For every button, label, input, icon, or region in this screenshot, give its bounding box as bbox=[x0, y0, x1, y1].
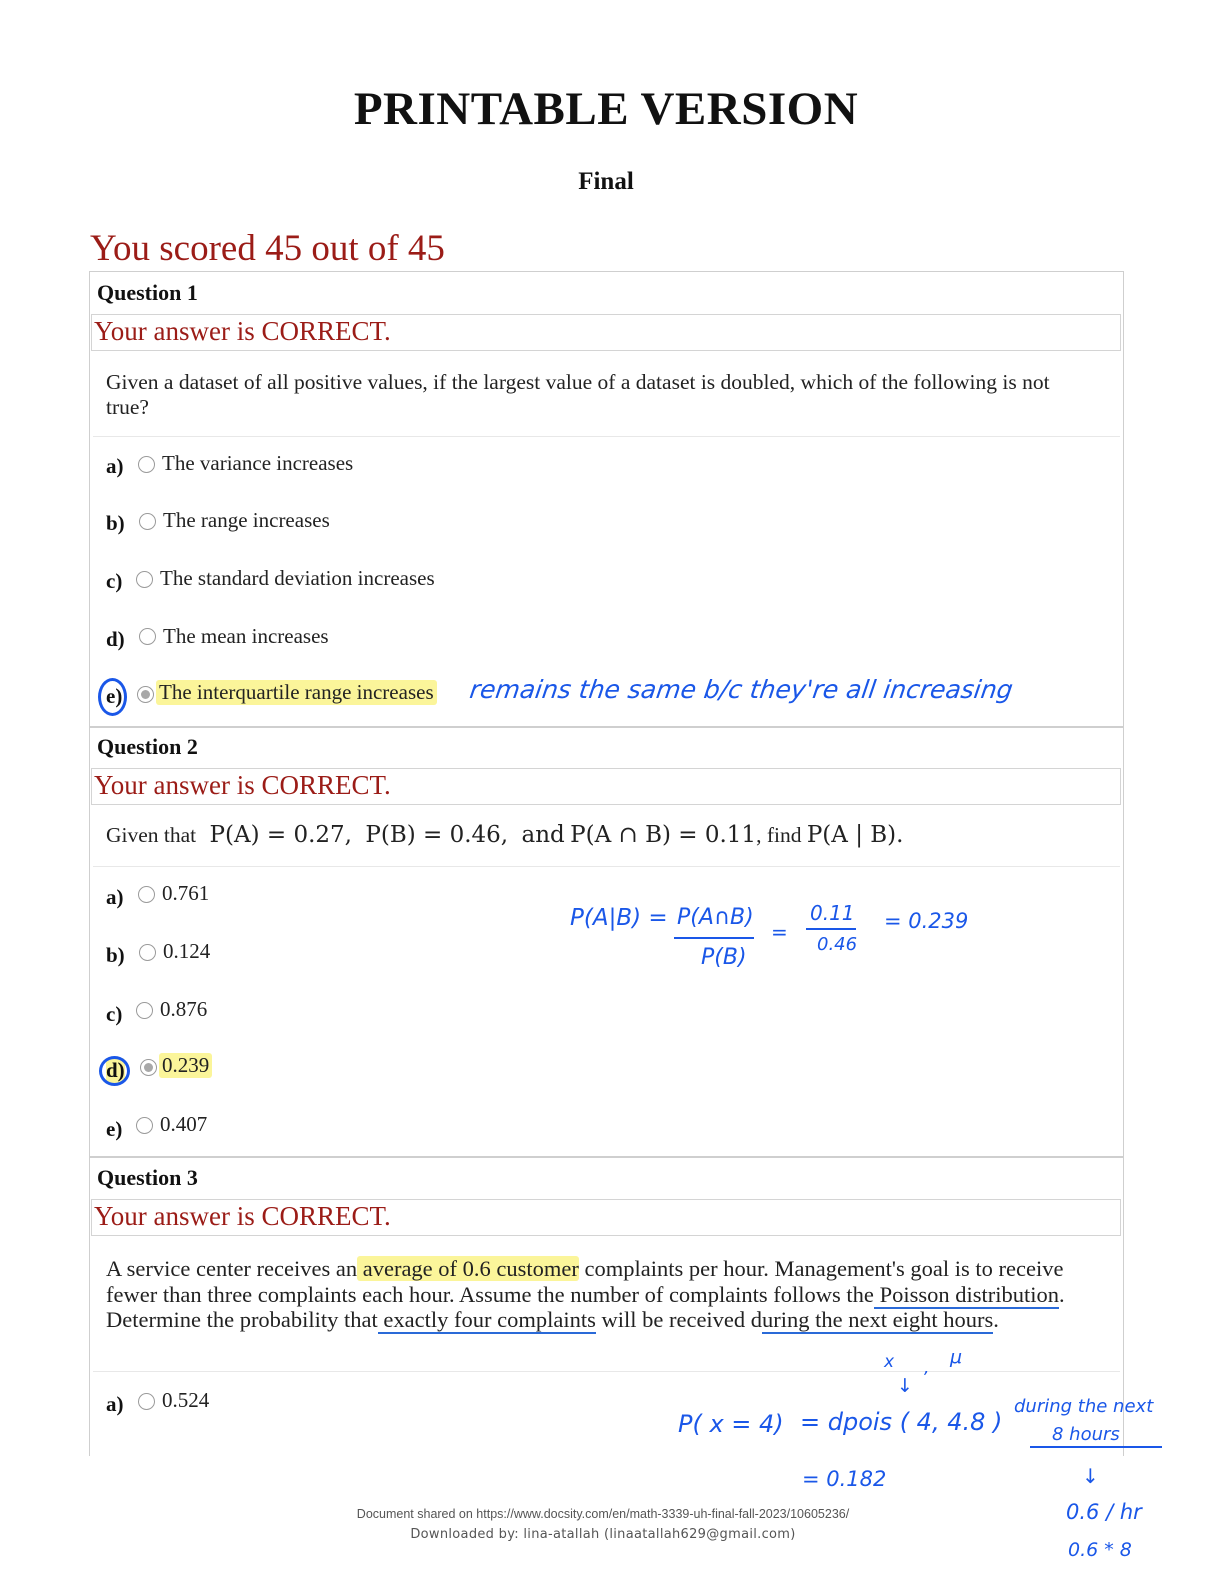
handwritten-numerator-value: 0.11 bbox=[810, 901, 855, 925]
text-underline: Poisson distribution bbox=[873, 1281, 1059, 1307]
page-title: PRINTABLE VERSION bbox=[353, 83, 859, 135]
text-underline: exactly four complaints bbox=[377, 1307, 596, 1332]
handwritten-prob-expression: P( x = 4) bbox=[678, 1410, 784, 1438]
handwritten-calc: 0.6 * 8 bbox=[1068, 1539, 1132, 1561]
handwritten-x-label: x bbox=[884, 1352, 895, 1372]
radio-button[interactable] bbox=[136, 1117, 153, 1134]
prob-b: P(B) = 0.46, bbox=[365, 822, 509, 848]
text-part: will be received d bbox=[595, 1307, 763, 1332]
question-separator bbox=[89, 726, 1124, 728]
question-2-result-box bbox=[91, 768, 1121, 805]
option-letter: c) bbox=[106, 1002, 123, 1026]
handwritten-denominator: P(B) bbox=[701, 945, 747, 970]
question-separator bbox=[89, 1156, 1124, 1158]
option-text: 0.876 bbox=[160, 997, 208, 1021]
option-text: 0.761 bbox=[162, 881, 210, 905]
question-1-header: Question 1 bbox=[97, 280, 198, 305]
option-text: The variance increases bbox=[162, 451, 354, 475]
page-subtitle: Final bbox=[578, 168, 634, 195]
option-letter: a) bbox=[106, 454, 124, 478]
answer-circle-mark bbox=[98, 678, 127, 716]
find-word: , find bbox=[756, 823, 802, 847]
radio-button[interactable] bbox=[138, 886, 155, 903]
option-letter: a) bbox=[106, 885, 124, 909]
radio-button[interactable] bbox=[139, 513, 156, 530]
handwritten-comma: , bbox=[924, 1358, 930, 1378]
question-1-result-box bbox=[91, 314, 1121, 351]
handwritten-formula-lhs: P(A|B) = bbox=[570, 905, 668, 931]
question-2-header: Question 2 bbox=[97, 734, 198, 759]
fraction-bar bbox=[806, 928, 856, 930]
radio-button[interactable] bbox=[136, 1002, 153, 1019]
question-3-result: Your answer is CORRECT. bbox=[94, 1201, 391, 1231]
text-highlight: average of 0.6 customer bbox=[357, 1256, 579, 1281]
radio-button[interactable] bbox=[136, 571, 153, 588]
radio-button[interactable] bbox=[137, 686, 154, 703]
document-share-note: Document shared on https://www.docsity.com/en/math-3339-uh-final-fall-2023/10605236/ bbox=[356, 1507, 850, 1521]
handwritten-arrow: ↓ bbox=[897, 1375, 913, 1397]
question-3-result-box bbox=[91, 1199, 1121, 1236]
handwritten-denominator-value: 0.46 bbox=[817, 934, 858, 955]
option-letter: b) bbox=[106, 943, 125, 967]
handwritten-note: during the next bbox=[1014, 1396, 1154, 1417]
download-note: Downloaded by: lina-atallah (linaatallah629@gmail.com) bbox=[410, 1527, 796, 1542]
prob-intersection: P(A ∩ B) = 0.11 bbox=[570, 822, 757, 848]
option-text: The interquartile range increases bbox=[156, 680, 437, 705]
target-prob: P(A | B). bbox=[806, 822, 904, 848]
handwritten-rate: 0.6 / hr bbox=[1066, 1500, 1142, 1524]
radio-button[interactable] bbox=[139, 628, 156, 645]
radio-button[interactable] bbox=[140, 1059, 157, 1076]
option-text: The standard deviation increases bbox=[160, 566, 435, 590]
handwritten-mu-label: μ bbox=[950, 1346, 963, 1368]
fraction-bar bbox=[674, 937, 754, 939]
option-text: The mean increases bbox=[163, 624, 329, 648]
option-letter: c) bbox=[106, 569, 123, 593]
divider bbox=[93, 436, 1120, 437]
option-text: 0.124 bbox=[163, 939, 211, 963]
handwritten-equals: = bbox=[771, 920, 788, 944]
question-2-text bbox=[106, 823, 903, 848]
radio-button[interactable] bbox=[138, 1393, 155, 1410]
option-letter: b) bbox=[106, 511, 125, 535]
handwritten-dpois-call: = dpois ( 4, 4.8 ) bbox=[800, 1408, 1003, 1436]
text-part: . Determine the probability that bbox=[106, 1281, 1065, 1332]
divider bbox=[93, 1371, 1120, 1372]
question-3-header: Question 3 bbox=[97, 1165, 198, 1190]
handwritten-arrow: ↓ bbox=[1082, 1464, 1099, 1488]
divider bbox=[93, 866, 1120, 867]
and-word: and bbox=[521, 822, 565, 848]
question-1-text: Given a dataset of all positive values, if the largest value of a dataset is doubled, which of the following is not true? bbox=[106, 370, 1050, 419]
text-underline: uring the next eight hours bbox=[762, 1307, 994, 1332]
text-part: . bbox=[993, 1307, 999, 1332]
option-text: The range increases bbox=[163, 508, 330, 532]
handwritten-note: 8 hours bbox=[1052, 1424, 1120, 1445]
radio-button[interactable] bbox=[138, 456, 155, 473]
question-2-result: Your answer is CORRECT. bbox=[94, 770, 391, 800]
handwritten-note: remains the same b/c they're all increasing bbox=[467, 675, 1015, 704]
handwritten-result: = 0.239 bbox=[884, 909, 969, 933]
score-text: You scored 45 out of 45 bbox=[90, 228, 445, 269]
question-1-result: Your answer is CORRECT. bbox=[94, 316, 391, 346]
prob-a: P(A) = 0.27, bbox=[209, 822, 352, 848]
text-part: A service center receives an bbox=[106, 1256, 358, 1281]
answer-circle-mark bbox=[99, 1056, 130, 1086]
handwritten-underline bbox=[1030, 1446, 1162, 1448]
handwritten-result: = 0.182 bbox=[802, 1467, 887, 1491]
option-letter: d) bbox=[106, 627, 125, 651]
handwritten-numerator: P(A∩B) bbox=[677, 905, 754, 930]
radio-button[interactable] bbox=[139, 944, 156, 961]
prompt-prefix: Given that bbox=[106, 823, 197, 847]
option-text: 0.239 bbox=[159, 1053, 212, 1078]
option-letter: d) bbox=[106, 1058, 125, 1082]
text-part: complaints per hour. Management's goal is to receive fewer than three complaints each hour. Assume the number of complaints follows the bbox=[106, 1256, 1064, 1307]
option-letter: a) bbox=[106, 1392, 124, 1416]
option-letter: e) bbox=[106, 684, 123, 708]
option-text: 0.407 bbox=[160, 1112, 208, 1136]
option-letter: e) bbox=[106, 1117, 123, 1141]
question-3-text bbox=[106, 1256, 1091, 1333]
option-text: 0.524 bbox=[162, 1388, 210, 1412]
